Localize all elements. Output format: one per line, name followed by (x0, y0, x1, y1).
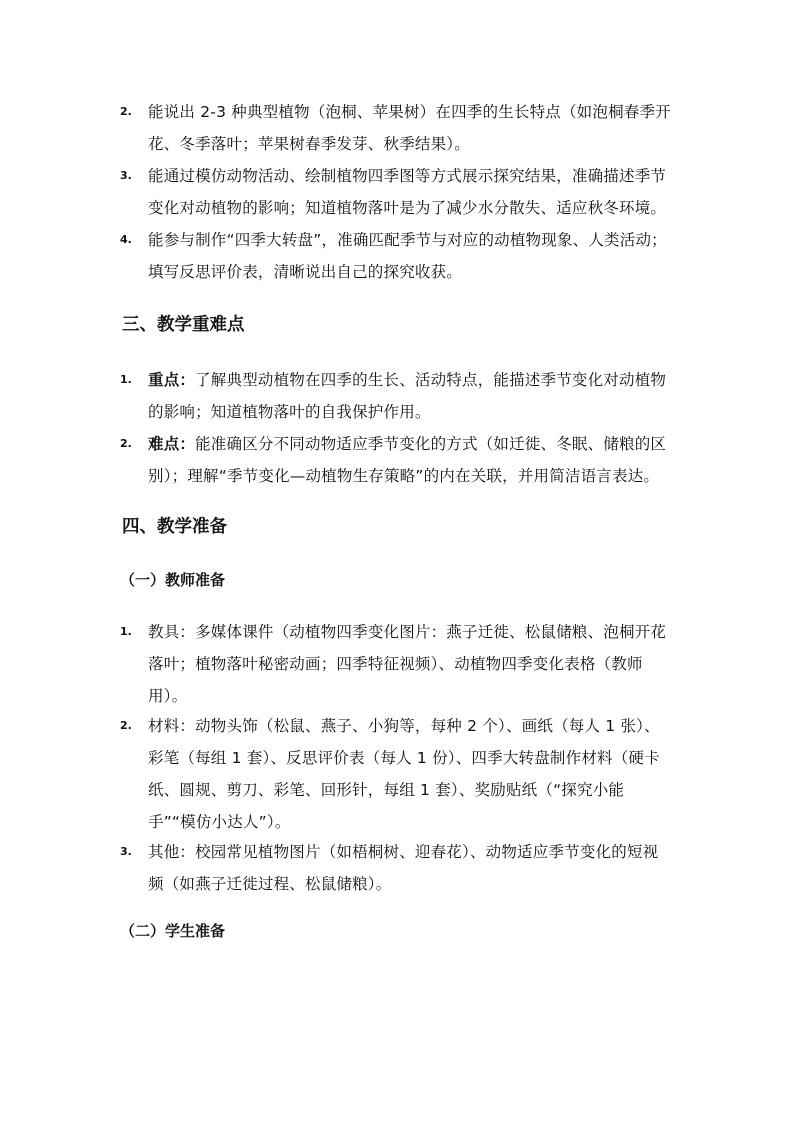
list-item (120, 428, 680, 492)
subsection-heading: （一）教师准备 (120, 571, 226, 589)
list-text-line: 别）；理解“季节变化—动植物生存策略”的内在关联，并用简洁语言表达。 (148, 467, 660, 485)
list-text-line: 教具：多媒体课件（动植物四季变化图片：燕子迁徙、松鼠储粮、泡桐开花 (148, 623, 667, 641)
list-item (120, 160, 680, 224)
list-number: 1. (120, 625, 132, 638)
list-item (120, 364, 680, 428)
subsection-heading: （二）学生准备 (120, 922, 226, 940)
list-text-line: 纸、圆规、剪刀、彩笔、回形针，每组 1 套）、奖励贴纸（“探究小能 (148, 781, 625, 799)
list-number: 2. (120, 437, 132, 450)
list-number: 1. (120, 373, 132, 386)
list-text: 了解典型动植物在四季的生长、活动特点，能描述季节变化对动植物 (195, 371, 667, 389)
list-item (120, 96, 680, 160)
list-number: 3. (120, 169, 132, 182)
list-text-line: 填写反思评价表，清晰说出自己的探究收获。 (148, 263, 463, 281)
list-text-line (148, 364, 666, 396)
list-text-line: 能通过模仿动物活动、绘制植物四季图等方式展示探究结果，准确描述季节 (148, 167, 667, 185)
list-text-line: 变化对动植物的影响；知道植物落叶是为了减少水分散失、适应秋冬环境。 (148, 199, 667, 217)
list-text: 能准确区分不同动物适应季节变化的方式（如迁徙、冬眠、储粮的区 (195, 435, 667, 453)
list-number: 2. (120, 105, 132, 118)
list-text-line: 落叶；植物落叶秘密动画；四季特征视频）、动植物四季变化表格（教师 (148, 655, 643, 673)
section-heading: 三、教学重难点 (122, 315, 245, 335)
list-text-line: 的影响；知道植物落叶的自我保护作用。 (148, 403, 431, 421)
list-text-line: 用）。 (148, 687, 188, 705)
list-text-line: 手”“模仿小达人”）。 (148, 813, 291, 831)
section-heading: 四、教学准备 (122, 517, 227, 537)
list-number: 4. (120, 233, 132, 246)
list-item (120, 616, 680, 712)
key-label: 难点： (148, 435, 196, 453)
list-item (120, 224, 680, 288)
list-number: 3. (120, 845, 132, 858)
key-label: 重点： (148, 371, 196, 389)
list-text-line: 花、冬季落叶；苹果树春季发芽、秋季结果）。 (148, 135, 470, 153)
list-item (120, 836, 680, 900)
list-item (120, 710, 680, 838)
list-text-line: 能参与制作“四季大转盘”，准确匹配季节与对应的动植物现象、人类活动； (148, 231, 667, 249)
list-text-line (148, 428, 666, 460)
list-text-line: 频（如燕子迁徙过程、松鼠储粮）。 (148, 875, 392, 893)
list-text-line: 能说出 2-3 种典型植物（泡桐、苹果树）在四季的生长特点（如泡桐春季开 (148, 103, 671, 121)
list-number: 2. (120, 719, 132, 732)
list-text-line: 彩笔（每组 1 套）、反思评价表（每人 1 份）、四季大转盘制作材料（硬卡 (148, 749, 660, 767)
list-text-line: 其他：校园常见植物图片（如梧桐树、迎春花）、动物适应季节变化的短视 (148, 843, 659, 861)
list-text-line: 材料：动物头饰（松鼠、燕子、小狗等，每种 2 个）、画纸（每人 1 张）、 (148, 717, 660, 735)
